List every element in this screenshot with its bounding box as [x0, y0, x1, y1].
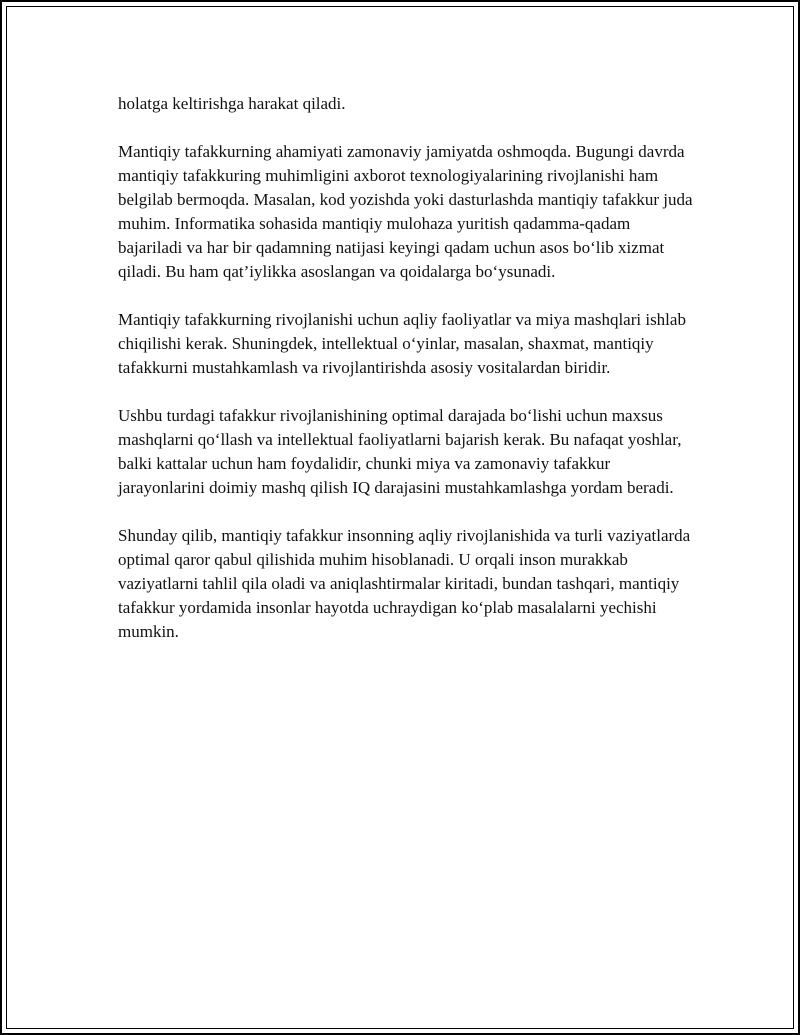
paragraph-1: holatga keltirishga harakat qiladi.	[118, 94, 346, 113]
paragraph-2: Mantiqiy tafakkurning ahamiyati zamonaviy jamiyatda oshmoqda. Bugungi davrda mantiqiy tafakkuring muhimligini axborot texnologiyalarining rivojlanishi ham belgilab bermoqda. Masalan, kod yozishda yoki dasturlashda mantiqiy tafakkur juda muhim. Informatika sohasida mantiqiy mulohaza yuritish qadamma-qadam bajariladi va har bir qadamning natijasi keyingi qadam uchun asos bo‘lib xizmat qiladi. Bu ham qat’iylikka asoslangan va qoidalarga bo‘ysunadi.	[118, 142, 693, 281]
document-body	[118, 92, 698, 644]
paragraph-5: Shunday qilib, mantiqiy tafakkur insonning aqliy rivojlanishida va turli vaziyatlarda optimal qaror qabul qilishida muhim hisoblanadi. U orqali inson murakkab vaziyatlarni tahlil qila oladi va aniqlashtirmalar kiritadi, bundan tashqari, mantiqiy tafakkur yordamida insonlar hayotda uchraydigan ko‘plab masalalarni yechishi mumkin.	[118, 526, 691, 641]
paragraph-3: Mantiqiy tafakkurning rivojlanishi uchun aqliy faoliyatlar va miya mashqlari ishlab chiqilishi kerak. Shuningdek, intellektual o‘yinlar, masalan, shaxmat, mantiqiy tafakkurni mustahkamlash va rivojlantirishda asosiy vositalardan biridir.	[118, 310, 686, 377]
paragraph-4: Ushbu turdagi tafakkur rivojlanishining optimal darajada bo‘lishi uchun maxsus mashqlarni qo‘llash va intellektual faoliyatlarni bajarish kerak. Bu nafaqat yoshlar, balki kattalar uchun ham foydalidir, chunki miya va zamonaviy tafakkur jarayonlarini doimiy mashq qilish IQ darajasini mustahkamlashga yordam beradi.	[118, 406, 682, 497]
